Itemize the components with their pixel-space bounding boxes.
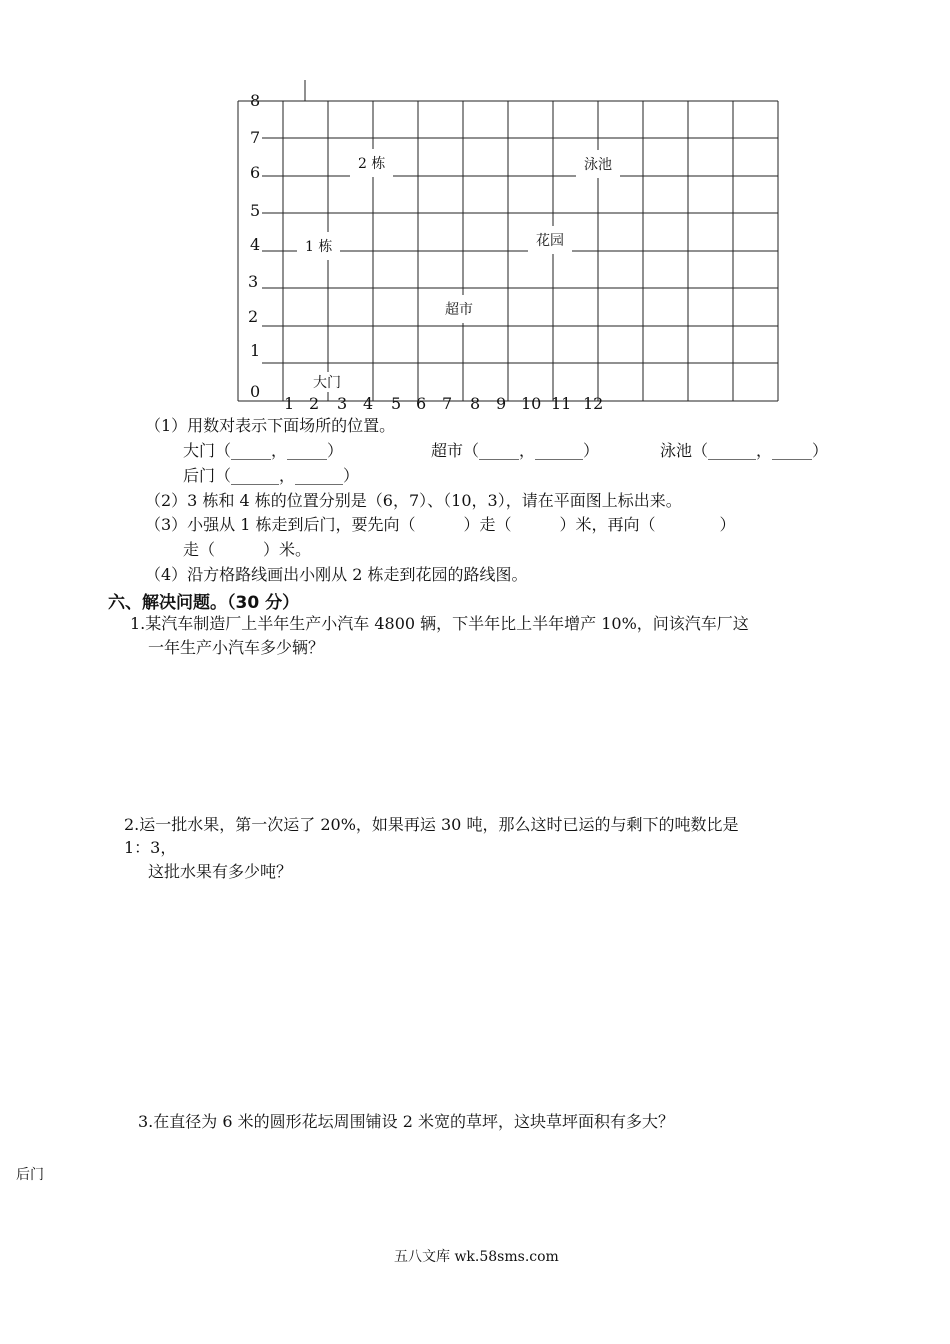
- problem2-line2: 1：3，: [124, 838, 177, 857]
- problem1-line2: 一年生产小汽车多少辆？: [148, 638, 325, 657]
- x-label-10: 10: [521, 394, 542, 413]
- x-label-8: 8: [470, 394, 481, 413]
- q1-pool-answer: 泳池（______，_____）: [660, 441, 829, 460]
- x-label-2: 2: [309, 394, 320, 413]
- y-label-3: 3: [248, 272, 259, 291]
- q1-backdoor-answer: 后门（______，______）: [183, 466, 360, 485]
- y-label-4: 4: [250, 235, 261, 254]
- x-label-12: 12: [583, 394, 604, 413]
- x-label-3: 3: [337, 394, 348, 413]
- problem1-line1: 1.某汽车制造厂上半年生产小汽车 4800 辆，下半年比上半年增产 10%，问该汽车厂这: [130, 614, 749, 633]
- x-label-6: 6: [416, 394, 427, 413]
- x-label-9: 9: [496, 394, 507, 413]
- problem3-text: 3.在直径为 6 米的圆形花坛周围铺设 2 米宽的草坪，这块草坪面积有多大？: [138, 1112, 674, 1131]
- problem2-line3: 这批水果有多少吨？: [148, 862, 293, 881]
- place-building1: 1 栋: [297, 232, 340, 260]
- q3-line1: （3）小强从 1 栋走到后门，要先向（ ）走（ ）米，再向（ ）: [145, 515, 736, 534]
- x-label-4: 4: [363, 394, 374, 413]
- q1-gate-answer: 大门（_____，_____）: [183, 441, 344, 460]
- backdoor-label: 后门: [16, 1167, 44, 1183]
- y-label-2: 2: [248, 307, 259, 326]
- q1-supermarket-answer: 超市（_____，______）: [431, 441, 600, 460]
- q1-title: （1）用数对表示下面场所的位置。: [145, 416, 396, 435]
- y-label-7: 7: [250, 128, 261, 147]
- x-label-11: 11: [551, 394, 572, 413]
- place-building2: 2 栋: [350, 149, 393, 177]
- place-gate: 大门: [311, 372, 343, 392]
- footer-watermark: 五八文库 wk.58sms.com: [394, 1249, 559, 1265]
- y-label-1: 1: [250, 341, 261, 360]
- q2-text: （2）3 栋和 4 栋的位置分别是（6，7）、（10，3），请在平面图上标出来。: [145, 491, 682, 510]
- place-garden: 花园: [528, 226, 572, 254]
- coordinate-grid: [0, 0, 950, 420]
- y-label-0: 0: [250, 382, 261, 401]
- y-label-5: 5: [250, 201, 261, 220]
- problem2-line1: 2.运一批水果，第一次运了 20%，如果再运 30 吨，那么这时已运的与剩下的吨数比是: [124, 815, 739, 834]
- place-supermarket: 超市: [437, 295, 481, 323]
- q3-line2: 走（ ）米。: [183, 540, 312, 559]
- x-label-1: 1: [284, 394, 295, 413]
- q4-text: （4）沿方格路线画出小刚从 2 栋走到花园的路线图。: [145, 565, 528, 584]
- x-label-7: 7: [442, 394, 453, 413]
- y-label-6: 6: [250, 163, 261, 182]
- section6-heading: 六、解决问题。（30 分）: [108, 593, 300, 613]
- y-label-8: 8: [250, 91, 261, 110]
- place-pool: 泳池: [576, 150, 620, 178]
- x-label-5: 5: [391, 394, 402, 413]
